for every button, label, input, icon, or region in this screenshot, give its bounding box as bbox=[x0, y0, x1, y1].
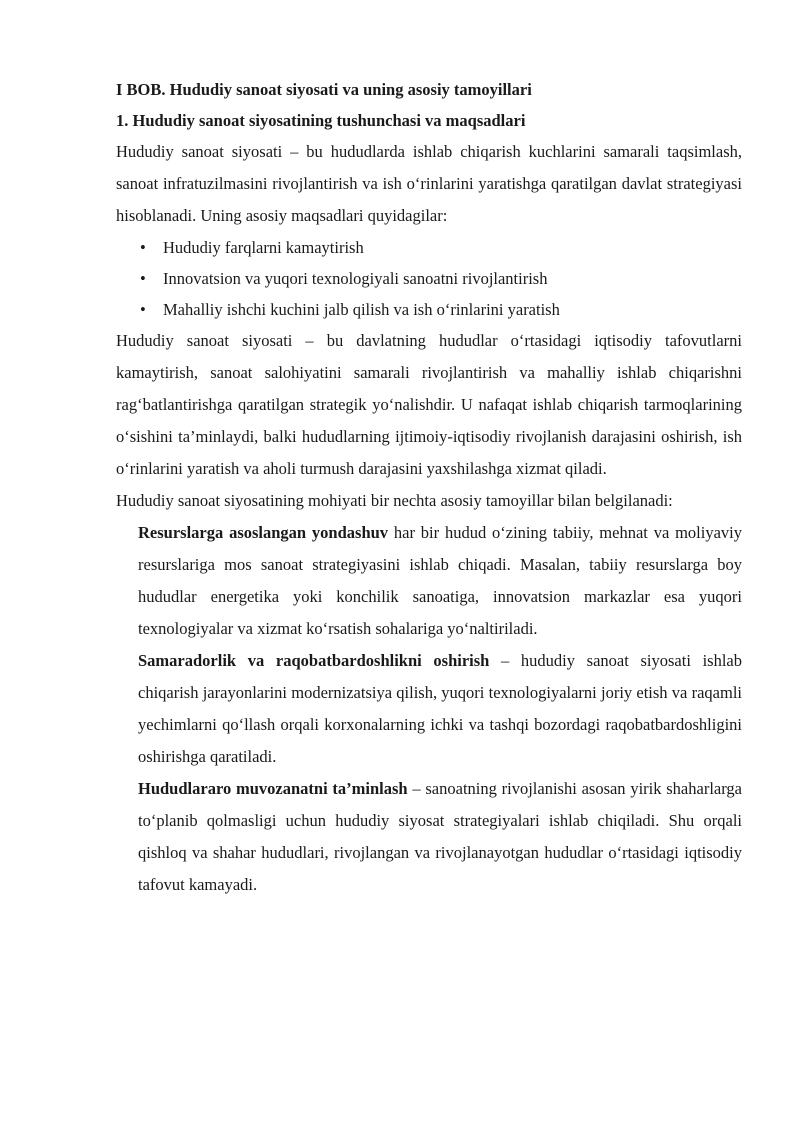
principle-text: har bir hudud o‘zining tabiiy, mehnat va moliyaviy resurslariga mos sanoat strategiyasini ishlab chiqadi. Masalan, tabiiy resurslarga boy hududlar energetika yoki konchilik sanoatiga, innovatsion markazlar esa yuqori texnologiyalar va xizmat ko‘rsatish sohalariga yo‘naltiriladi. bbox=[138, 523, 742, 638]
principle-text: – sanoatning rivojlanishi asosan yirik shaharlarga to‘planib qolmasligi uchun hududiy siyosat strategiyalari ishlab chiqiladi. Shu orqali qishloq va shahar hududlari, rivojlangan va rivojlanayotgan hududlar o‘rtasidagi iqtisodiy tafovut kamayadi. bbox=[138, 779, 742, 894]
bullet-icon: • bbox=[140, 300, 146, 319]
chapter-title: I BOB. Hududiy sanoat siyosati va uning asosiy tamoyillari bbox=[116, 80, 532, 99]
bullet-icon: • bbox=[140, 269, 146, 288]
goal-text: Innovatsion va yuqori texnologiyali sanoatni rivojlantirish bbox=[163, 269, 548, 288]
principle-efficiency bbox=[138, 645, 742, 773]
principle-balance bbox=[138, 773, 742, 901]
principles-intro: Hududiy sanoat siyosatining mohiyati bir nechta asosiy tamoyillar bilan belgilanadi: bbox=[116, 491, 673, 510]
principle-term: Samaradorlik va raqobatbardoshlikni oshirish bbox=[138, 651, 490, 670]
principle-text: – hududiy sanoat siyosati ishlab chiqarish jarayonlarini modernizatsiya qilish, yuqori texnologiyalarni joriy etish va raqamli yechimlarni qo‘llash orqali korxonalarning ichki va tashqi bozordagi raqobatbardoshligini oshirishga qaratiladi. bbox=[138, 651, 743, 766]
list-item bbox=[116, 263, 742, 294]
principle-term: Resurslarga asoslangan yondashuv bbox=[138, 523, 389, 542]
bullet-icon: • bbox=[140, 238, 146, 257]
intro-paragraph: Hududiy sanoat siyosati – bu hududlarda ishlab chiqarish kuchlarini samarali taqsimlash, sanoat infratuzilmasini rivojlantirish va ish o‘rinlarini yaratishga qaratilgan davlat strategiyasi hisoblanadi. Uning asosiy maqsadlari quyidagilar: bbox=[116, 142, 742, 225]
goal-text: Mahalliy ishchi kuchini jalb qilish va ish o‘rinlarini yaratish bbox=[163, 300, 560, 319]
principle-term: Hududlararo muvozanatni ta’minlash bbox=[138, 779, 408, 798]
goals-list bbox=[116, 232, 742, 325]
section-title: 1. Hududiy sanoat siyosatining tushunchasi va maqsadlari bbox=[116, 111, 526, 130]
list-item bbox=[116, 232, 742, 263]
goal-text: Hududiy farqlarni kamaytirish bbox=[163, 238, 364, 257]
principle-resource-based bbox=[138, 517, 742, 645]
list-item bbox=[116, 294, 742, 325]
document-page bbox=[116, 75, 742, 901]
definition-paragraph: Hududiy sanoat siyosati – bu davlatning hududlar o‘rtasidagi iqtisodiy tafovutlarni kamaytirish, sanoat salohiyatini samarali rivojlantirish va mahalliy ishlab chiqarishni rag‘batlantirishga qaratilgan strategik yo‘nalishdir. U nafaqat ishlab chiqarish tarmoqlarining o‘sishini ta’minlaydi, balki hududlarning ijtimoiy-iqtisodiy rivojlanish darajasini oshirish, ish o‘rinlarini yaratish va aholi turmush darajasini yaxshilashga xizmat qiladi. bbox=[116, 331, 742, 478]
